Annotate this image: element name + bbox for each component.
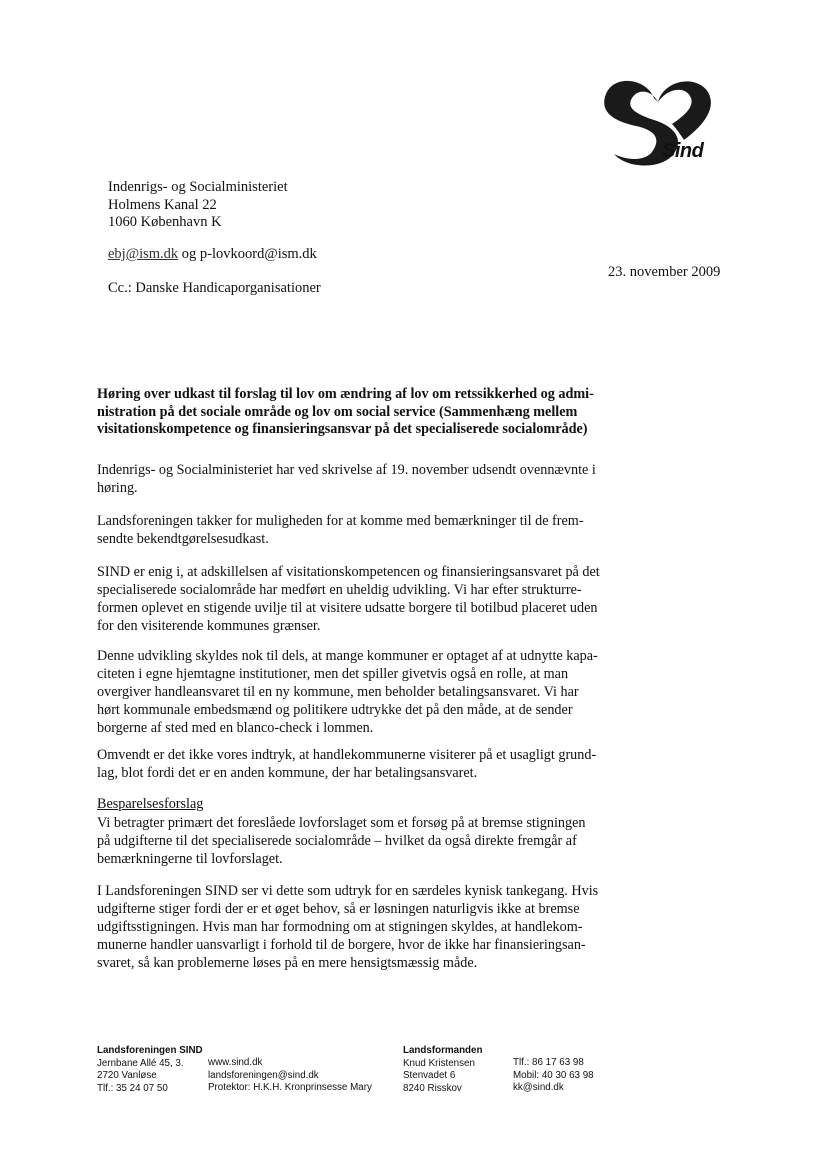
text-line: høring. [97,480,138,496]
text-line: for den visiterende kommunes grænser. [97,618,321,634]
footer-line: Jernbane Allé 45, 3. [97,1057,184,1069]
text-line: sendte bekendtgørelsesudkast. [97,531,269,547]
footer-line: Stenvadet 6 [403,1070,456,1081]
text-line: borgerne af sted med en blanco-check i lommen. [97,720,374,736]
email-text: p-lovkoord@ism.dk [199,246,317,262]
paragraph [97,647,613,737]
footer-org-address [97,1045,203,1095]
footer-org-contact [208,1057,372,1095]
text-line: udgifterne stiger fordi der er et øget behov, så er løsningen naturligvis ikke at bremse [97,901,580,917]
text-line: formen oplevet en stigende uvilje til at visitere udsatte borgere til botilbud placeret uden [97,600,598,616]
sind-logo [592,70,722,170]
logo-wordmark: Sind [662,140,704,162]
text-line: overgiver handleansvaret til en ny kommune, men beholder betalingsansvaret. Vi har [97,684,579,700]
paragraph [97,814,613,868]
footer-line: Mobil: 40 30 63 98 [513,1069,594,1081]
text-line: på udgifterne til det specialiserede socialområde – hvilket da også direkte fremgår af [97,833,577,849]
text-line: Omvendt er det ikke vores indtryk, at handlekommunerne visiterer på et usagligt grund- [97,747,597,763]
paragraph [97,882,613,972]
text-line: Indenrigs- og Socialministeriet har ved skrivelse af 19. november udsendt ovennævnte i [97,462,596,478]
footer-website-link[interactable]: www.sind.dk [208,1057,263,1068]
address-line: 1060 København K [108,214,222,230]
title-line: nistration på det sociale område og lov om social service (Sammenhæng mellem [97,403,578,420]
letter-title [97,386,627,439]
text-line: Vi betragter primært det foreslåede lovforslaget som et forsøg på at bremse stigningen [97,815,586,831]
text-line: Landsforeningen takker for muligheden for at komme med bemærkninger til de frem- [97,513,584,529]
footer-line: 2720 Vanløse [97,1070,157,1081]
text-line: I Landsforeningen SIND ser vi dette som udtryk for en særdeles kynisk tankegang. Hvis [97,883,599,899]
text-line: munerne handler uansvarligt i forhold til de borgere, hvor de ikke har finansieringsan- [97,937,586,953]
text-line: specialiserede socialområde har medført en uheldig udvikling. Vi har efter strukturre- [97,582,582,598]
footer-line: 8240 Risskov [403,1082,462,1094]
footer-email-link[interactable]: kk@sind.dk [513,1082,564,1093]
title-line: Høring over udkast til forslag til lov om ændring af lov om retssikkerhed og admi- [97,386,594,402]
recipient-address [108,179,288,232]
footer-chair-title: Landsformanden [403,1045,483,1056]
paragraph [97,746,613,782]
paragraph [97,461,613,497]
text-line: Denne udvikling skyldes nok til dels, at mange kommuner er optaget af at udnytte kapa- [97,648,598,664]
title-line: visitationskompetence og finansieringsansvar på det specialiserede socialområde) [97,421,588,437]
text-line: hørt kommunale embedsmænd og politikere udtrykke det på den måde, at de sender [97,702,573,718]
text-line: citeten i egne hjemtagne institutioner, men det spiller givetvis også en rolle, at man [97,666,569,682]
paragraph [97,512,613,548]
footer-org-name: Landsforeningen SIND [97,1045,203,1056]
text-line: udgiftsstigningen. Hvis man har formodning om at stigningen skyldes, at handlekom- [97,919,583,935]
recipient-emails [108,246,317,263]
footer-chair-address [403,1045,482,1095]
footer-line: Tlf.: 86 17 63 98 [513,1057,584,1068]
footer-line: Protektor: H.K.H. Kronprinsesse Mary [208,1082,372,1093]
text-line: bemærkningerne til lovforslaget. [97,851,283,867]
address-line: Indenrigs- og Socialministeriet [108,179,288,195]
email-link[interactable]: ebj@ism.dk [108,246,179,262]
letter-date: 23. november 2009 [608,264,721,280]
address-line: Holmens Kanal 22 [108,196,217,213]
footer-line: Knud Kristensen [403,1057,475,1069]
footer-chair-contact [513,1057,594,1095]
footer-email-link[interactable]: landsforeningen@sind.dk [208,1069,319,1081]
paragraph [97,563,613,635]
text-line: lag, blot fordi det er en anden kommune, der har betalingsansvaret. [97,765,478,781]
text-line: svaret, så kan problemerne løses på en mere hensigtsmæssig måde. [97,955,478,971]
cc-line: Cc.: Danske Handicaporganisationer [108,280,321,296]
footer-line: Tlf.: 35 24 07 50 [97,1082,168,1094]
section-heading: Besparelsesforslag [97,796,204,812]
text-line: SIND er enig i, at adskillelsen af visitationskompetencen og finansieringsansvaret på det [97,564,600,580]
email-joiner: og [178,246,200,262]
